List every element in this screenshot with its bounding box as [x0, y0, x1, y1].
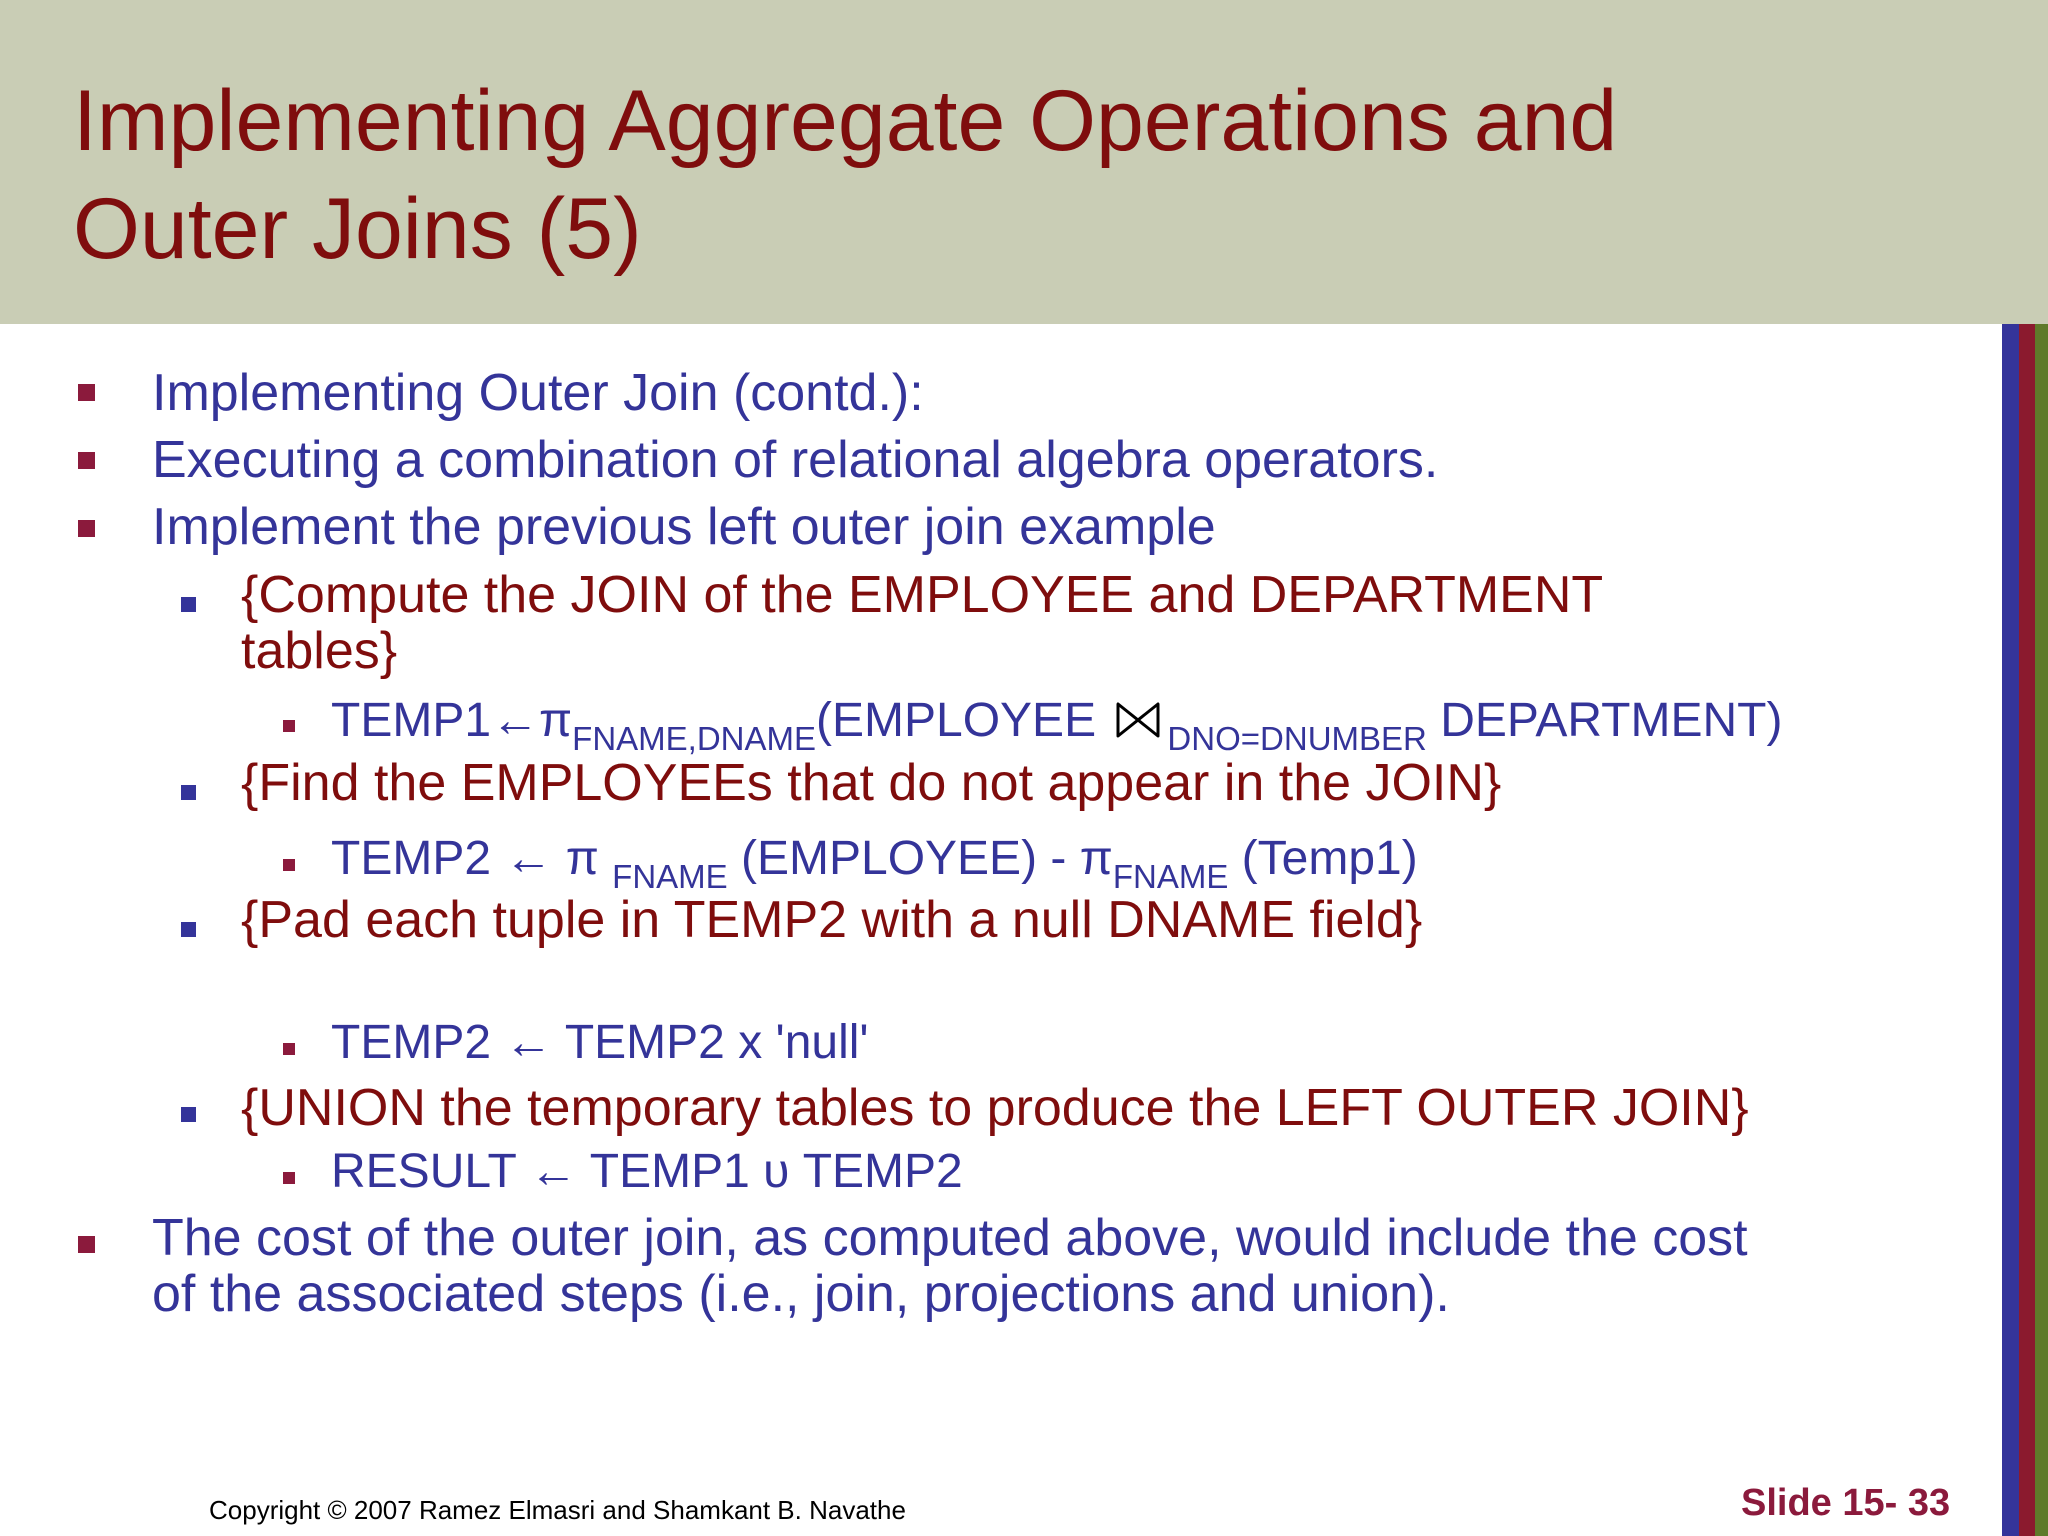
square-bullet-icon — [181, 785, 196, 800]
sub-bullet-text: {Compute the JOIN of the EMPLOYEE and DEPARTMENT — [241, 566, 1604, 624]
expression-text: (Temp1) — [1228, 832, 1418, 885]
square-bullet-icon — [181, 1107, 196, 1122]
slide-title-line-1: Implementing Aggregate Operations and — [73, 73, 1618, 169]
expression-text: TEMP2 ← π — [331, 832, 613, 885]
right-stripe-blue — [2002, 324, 2019, 1536]
right-stripe-red — [2019, 324, 2035, 1536]
right-stripe-green — [2035, 324, 2048, 1536]
expression-text: (EMPLOYEE) - π — [727, 832, 1113, 885]
sub-bullet-text: {UNION the temporary tables to produce the LEFT OUTER JOIN} — [241, 1079, 1749, 1137]
sub-bullet-text: {Find the EMPLOYEEs that do not appear in the JOIN} — [241, 754, 1502, 812]
expression-subscript: FNAME,DNAME — [572, 720, 816, 757]
square-bullet-icon — [78, 384, 95, 401]
expression-text: DEPARTMENT) — [1426, 694, 1783, 747]
expression-temp2 — [331, 832, 1418, 895]
square-bullet-icon — [283, 1043, 295, 1055]
square-bullet-icon — [78, 520, 95, 537]
square-bullet-icon — [283, 720, 295, 732]
expression-subscript: FNAME — [1112, 858, 1229, 895]
square-bullet-icon — [78, 1236, 95, 1253]
expression-text: TEMP1←π — [331, 694, 573, 747]
bullet-text: Implementing Outer Join (contd.): — [152, 364, 924, 422]
expression-subscript: DNO=DNUMBER — [1167, 720, 1427, 757]
sub-bullet-text: {Pad each tuple in TEMP2 with a null DNAME field} — [241, 891, 1423, 949]
expression-pad: TEMP2 ← TEMP2 x 'null' — [331, 1016, 869, 1069]
bullet-text: Implement the previous left outer join example — [152, 498, 1216, 556]
bullet-text: The cost of the outer join, as computed above, would include the cost — [152, 1209, 1748, 1267]
title-bar — [0, 0, 2048, 324]
copyright-text: Copyright © 2007 Ramez Elmasri and Shamkant B. Navathe — [209, 1495, 906, 1525]
slide-title-line-2: Outer Joins (5) — [73, 181, 642, 277]
expression-subscript: FNAME — [612, 858, 728, 895]
bullet-text: Executing a combination of relational algebra operators. — [152, 431, 1439, 489]
expression-result: RESULT ← TEMP1 υ TEMP2 — [331, 1145, 963, 1198]
bullet-text: of the associated steps (i.e., join, projections and union). — [152, 1265, 1450, 1323]
bowtie-join-icon — [1115, 700, 1161, 740]
square-bullet-icon — [181, 597, 196, 612]
sub-bullet-text: tables} — [241, 622, 398, 680]
expression-text: (EMPLOYEE — [816, 694, 1110, 747]
square-bullet-icon — [181, 922, 196, 937]
square-bullet-icon — [78, 452, 95, 469]
square-bullet-icon — [283, 859, 295, 871]
slide-number: Slide 15- 33 — [1741, 1482, 1951, 1524]
square-bullet-icon — [283, 1172, 295, 1184]
expression-temp1 — [331, 694, 1783, 757]
